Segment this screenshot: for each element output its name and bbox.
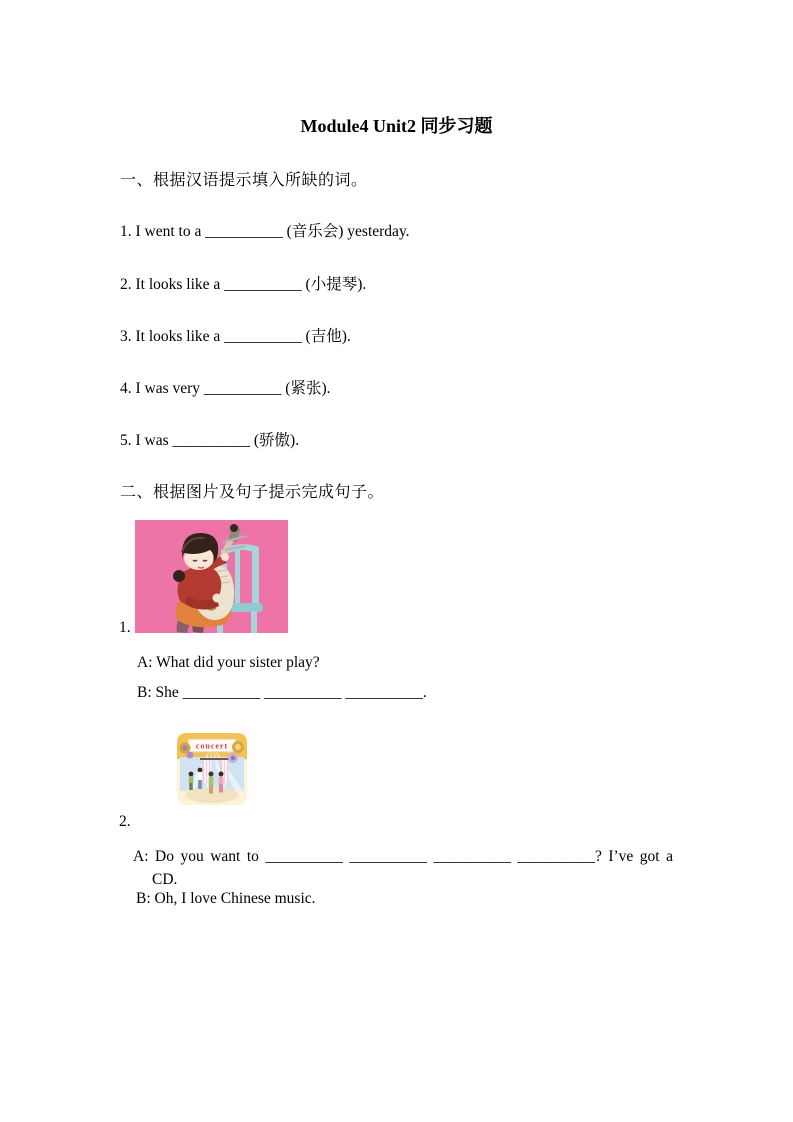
fill-blank-item-1: 1. I went to a __________ (音乐会) yesterday. xyxy=(120,223,410,240)
fill-blank-item-5: 5. I was __________ (骄傲). xyxy=(120,432,300,449)
item1-line-a: A: What did your sister play? xyxy=(137,654,320,671)
item1-number: 1. xyxy=(119,619,131,636)
item2-line-b: B: Oh, I love Chinese music. xyxy=(136,890,316,907)
item2-number: 2. xyxy=(119,813,131,830)
section1-heading: 一、根据汉语提示填入所缺的词。 xyxy=(120,172,368,189)
fill-blank-item-3: 3. It looks like a __________ (吉他). xyxy=(120,328,351,345)
item2-line-a-continuation: CD. xyxy=(152,871,178,888)
fill-blank-item-2: 2. It looks like a __________ (小提琴). xyxy=(120,276,367,293)
page-title: Module4 Unit2 同步习题 xyxy=(300,116,493,136)
concert-banner-text: concert xyxy=(195,741,229,751)
item2-line-a: A: Do you want to __________ __________ __________ __________? I’ve got a xyxy=(133,848,673,865)
concert-illustration xyxy=(177,733,247,805)
fill-blank-item-4: 4. I was very __________ (紧张). xyxy=(120,380,331,397)
pipa-girl-illustration xyxy=(135,520,288,633)
concert-image xyxy=(177,733,247,805)
item1-line-b: B: She __________ __________ __________. xyxy=(137,684,427,701)
section2-heading: 二、根据图片及句子提示完成句子。 xyxy=(120,484,385,501)
pipa-girl-image xyxy=(135,520,288,633)
